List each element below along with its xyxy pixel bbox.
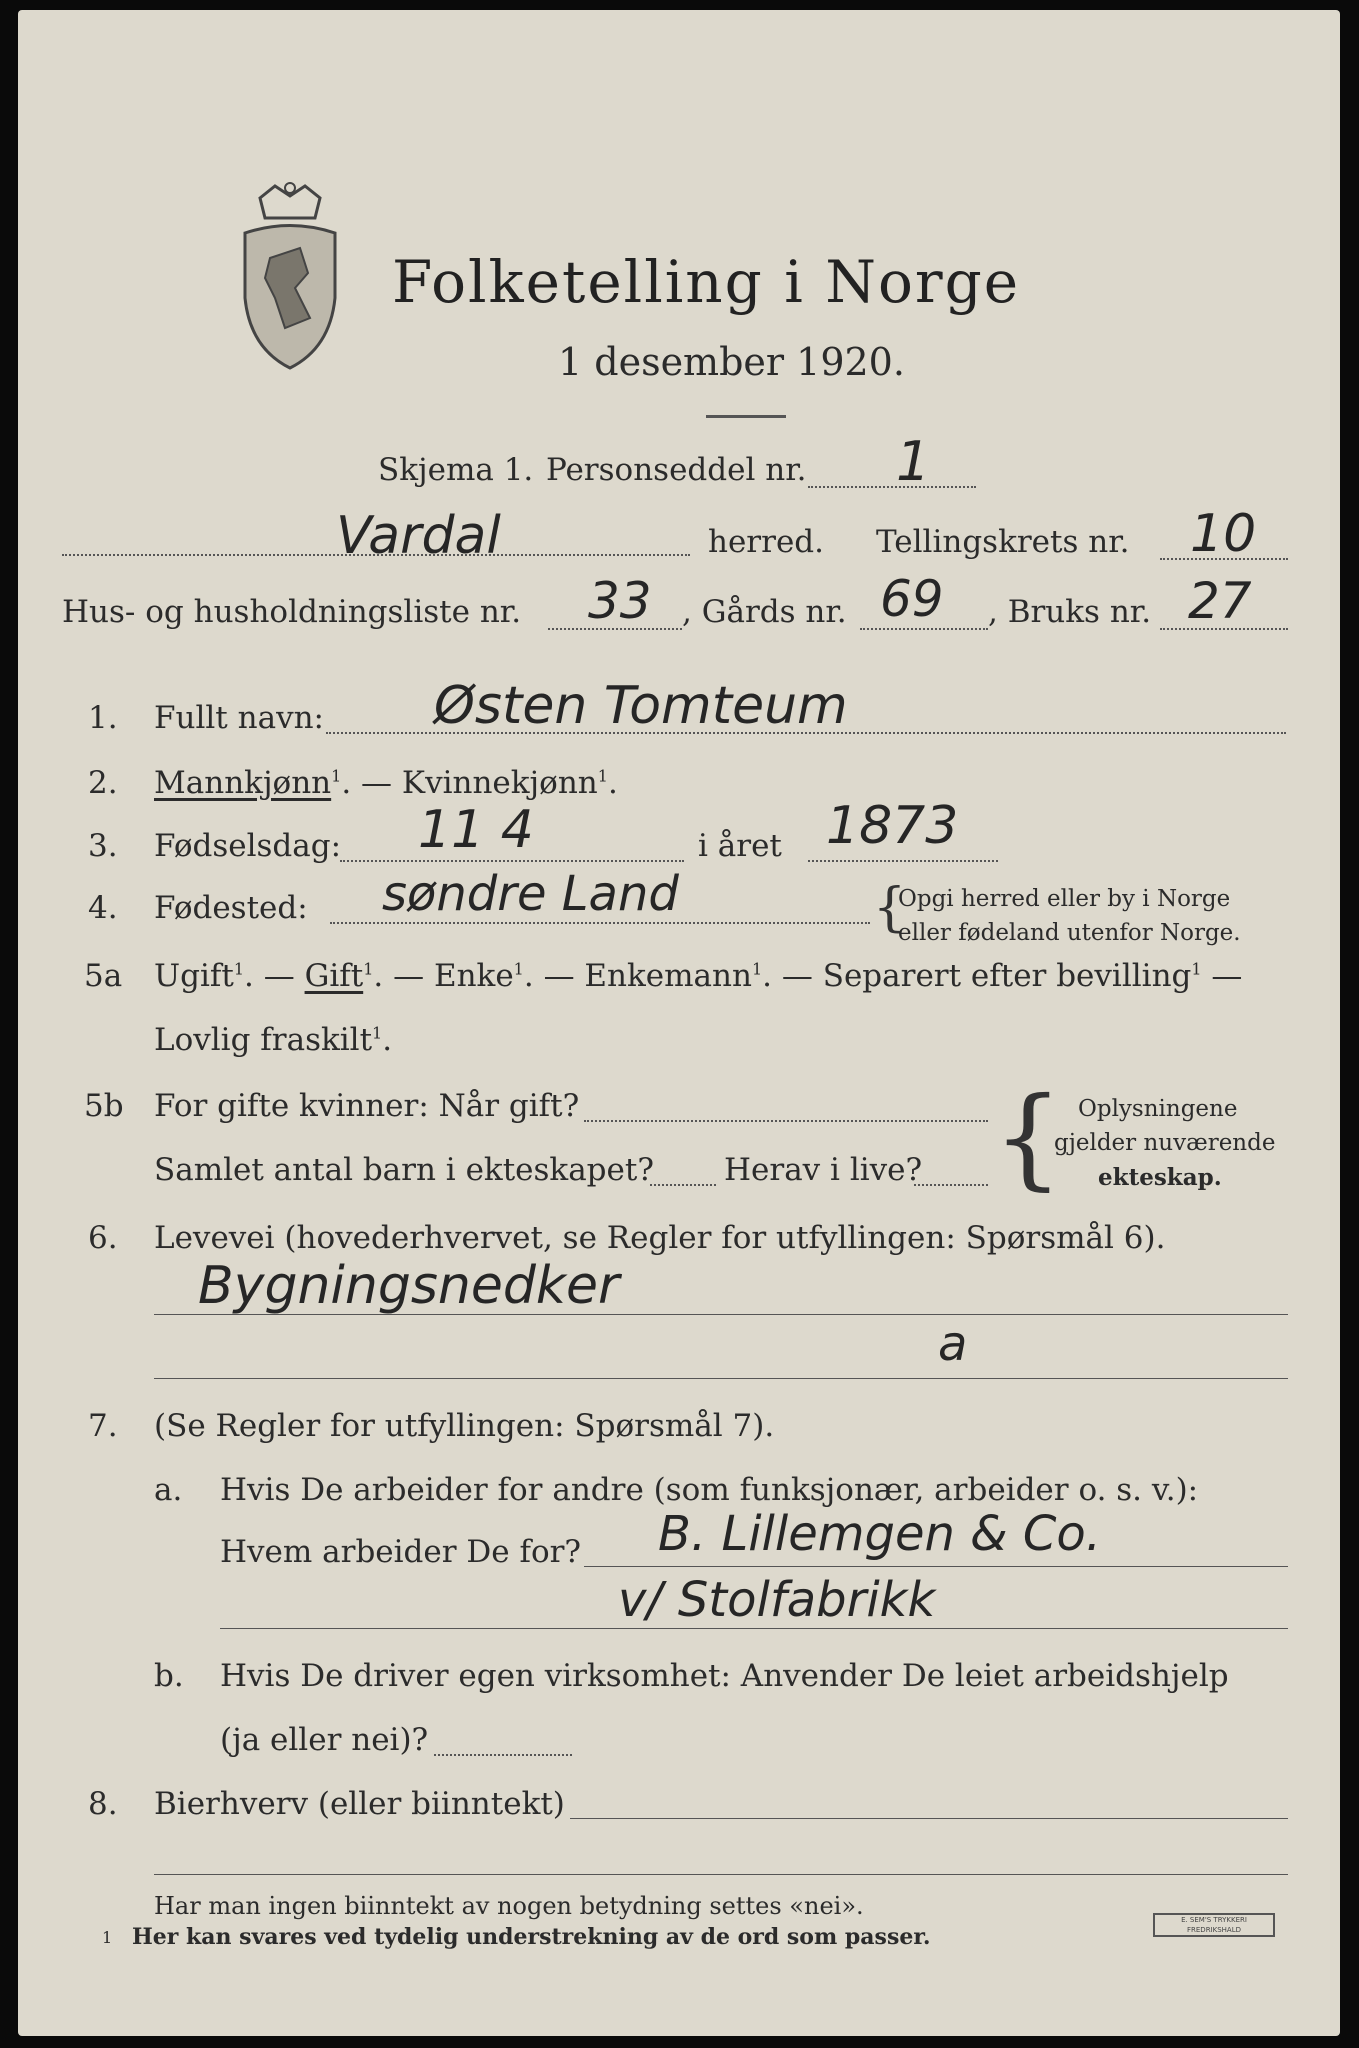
q7-number: 7. [88, 1408, 118, 1444]
q5a-number: 5a [84, 958, 123, 994]
hus-value[interactable]: 33 [588, 572, 652, 630]
q4-brace: { [873, 878, 907, 938]
q7b-label: Hvis De driver egen virksomhet: Anvender De leiet arbeidshjelp [220, 1658, 1229, 1694]
tellingskrets-label: Tellingskrets nr. [876, 524, 1130, 560]
q3-number: 3. [88, 828, 118, 864]
herred-label: herred. [708, 524, 824, 560]
q3-label: Fødselsdag: [154, 828, 342, 864]
q7b-number: b. [154, 1658, 184, 1694]
page-title: Folketelling i Norge [392, 248, 1021, 316]
q2-options: Mannkjønn$^1$. — Kvinnekjønn$^1$. [154, 765, 618, 801]
q5b-line-3 [914, 1184, 988, 1186]
q7a-value[interactable]: B. Lillemgen & Co. [658, 1506, 1101, 1562]
tellingskrets-value[interactable]: 10 [1190, 504, 1257, 564]
q5b-line-2 [650, 1184, 716, 1186]
q8-label: Bierhverv (eller biinntekt) [154, 1786, 565, 1822]
q5a-gift[interactable]: Gift [304, 958, 364, 994]
q6-number: 6. [88, 1220, 118, 1256]
q8-line-2 [154, 1874, 1288, 1875]
title-divider [706, 415, 786, 418]
q1-number: 1. [88, 700, 118, 736]
q4-number: 4. [88, 890, 118, 926]
q5b-label-3: Herav i live? [724, 1152, 923, 1188]
q7b-line [434, 1754, 572, 1756]
q5b-label-1: For gifte kvinner: Når gift? [154, 1088, 580, 1124]
bruks-value[interactable]: 27 [1188, 572, 1252, 630]
q2-mannkjonn[interactable]: Mannkjønn [154, 765, 332, 801]
q2-number: 2. [88, 765, 118, 801]
q7a-line-2 [220, 1628, 1288, 1629]
q5a-options: Ugift$^1$. — Gift$^1$. — Enke$^1$. — Enkemann$^1$. — Separert efter bevilling$^1$ — [154, 958, 1243, 994]
q3-line [340, 860, 684, 862]
q5b-label-2: Samlet antal barn i ekteskapet? [154, 1152, 654, 1188]
q3-year-label: i året [698, 828, 782, 864]
q5a-enkemann[interactable]: Enkemann [584, 958, 752, 994]
printer-stamp: E. SEM'S TRYKKERI FREDRIKSHALD [1153, 1913, 1275, 1937]
q3-year-line [808, 860, 998, 862]
q4-label: Fødested: [154, 890, 308, 926]
hus-label: Hus- og husholdningsliste nr. [62, 594, 522, 630]
q8-number: 8. [88, 1786, 118, 1822]
q1-value[interactable]: Østen Tomteum [434, 676, 848, 736]
q5a-lovlig[interactable]: Lovlig fraskilt$^1$. [154, 1022, 393, 1058]
q5b-brace: { [993, 1073, 1063, 1201]
q6-line-2 [154, 1378, 1288, 1379]
footnote-number: 1 [102, 1928, 113, 1947]
q5b-number: 5b [84, 1088, 124, 1124]
skjema-label: Skjema 1. [378, 452, 534, 488]
q5b-note-1: Oplysningene [1078, 1096, 1238, 1122]
q5a-separert[interactable]: Separert efter bevilling [822, 958, 1192, 994]
q7a-question: Hvem arbeider De for? [220, 1534, 582, 1570]
q8-line-1 [570, 1818, 1288, 1819]
herred-value[interactable]: Vardal [336, 506, 501, 566]
q4-value[interactable]: søndre Land [382, 866, 679, 922]
q7-label: (Se Regler for utfyllingen: Spørsmål 7). [154, 1408, 775, 1444]
gards-value[interactable]: 69 [880, 570, 944, 628]
q6-value-2[interactable]: a [938, 1316, 968, 1372]
census-date: 1 desember 1920. [558, 340, 905, 384]
gards-line [860, 628, 988, 630]
q5b-note-3: ekteskap. [1098, 1164, 1222, 1191]
q6-line-1 [154, 1314, 1288, 1315]
census-form-sheet [18, 10, 1340, 2036]
q7a-label: Hvis De arbeider for andre (som funksjonær, arbeider o. s. v.): [220, 1472, 1199, 1508]
q4-note-2: eller fødeland utenfor Norge. [898, 920, 1241, 946]
personseddel-label: Personseddel nr. [546, 452, 807, 488]
q5a-enke[interactable]: Enke [433, 958, 514, 994]
q1-label: Fullt navn: [154, 700, 324, 736]
q2-kvinnekjonn[interactable]: Kvinnekjønn [401, 765, 598, 801]
q5b-line-1 [584, 1120, 988, 1122]
q5b-note-2: gjelder nuværende [1054, 1130, 1276, 1156]
q4-note-1: Opgi herred eller by i Norge [898, 886, 1231, 912]
q5a-ugift[interactable]: Ugift [154, 958, 234, 994]
q7a-number: a. [154, 1472, 183, 1508]
bruks-label: , Bruks nr. [988, 594, 1152, 630]
footnote-text: Her kan svares ved tydelig understrekning av de ord som passer. [132, 1924, 931, 1950]
q7b-question: (ja eller nei)? [220, 1722, 429, 1758]
q6-label: Levevei (hovederhvervet, se Regler for utfyllingen: Spørsmål 6). [154, 1220, 1166, 1256]
q4-line [330, 922, 870, 924]
personseddel-value[interactable]: 1 [896, 430, 931, 493]
biinntekt-note: Har man ingen biinntekt av nogen betydning settes «nei». [154, 1892, 864, 1920]
q3-year-value[interactable]: 1873 [826, 796, 959, 856]
personseddel-line [808, 486, 976, 488]
q7a-line-1 [584, 1566, 1288, 1567]
q3-value[interactable]: 11 4 [418, 800, 534, 860]
norway-coat-of-arms-icon [230, 178, 350, 378]
gards-label: , Gårds nr. [682, 594, 847, 630]
q6-value[interactable]: Bygningsnedker [198, 1256, 620, 1316]
q7a-value-2[interactable]: v/ Stolfabrikk [618, 1572, 936, 1628]
